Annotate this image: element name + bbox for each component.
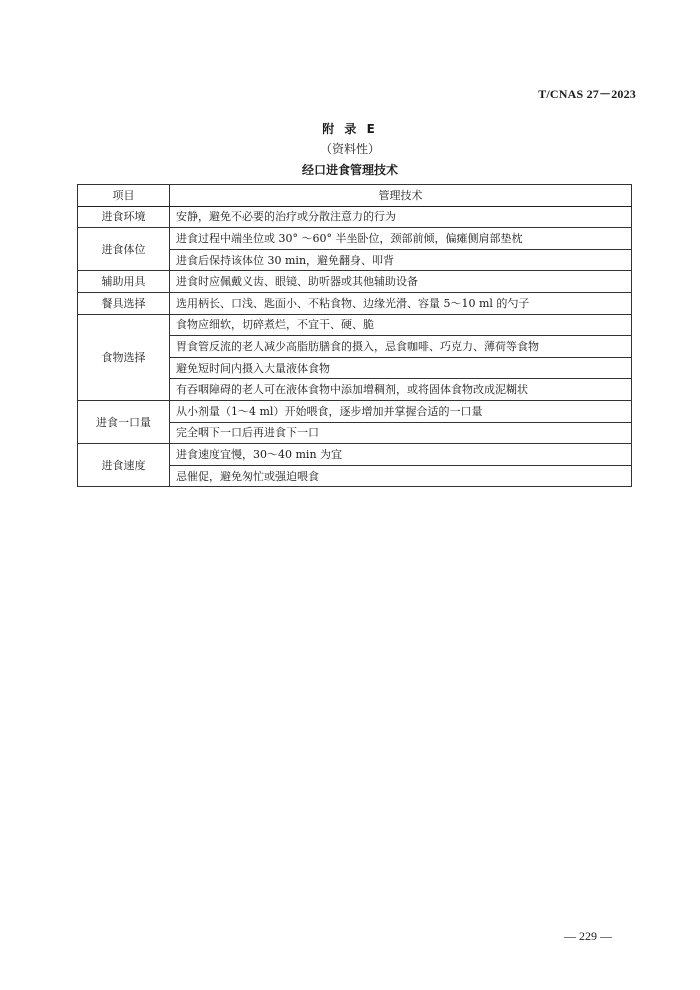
table-body <box>78 206 632 487</box>
table-row <box>78 444 632 466</box>
technique-cell: 避免短时间内摄入大量液体食物 <box>170 357 632 379</box>
appendix-heading: 经口进食管理技术 <box>301 163 398 177</box>
appendix-title: 附 录 E <box>322 122 378 136</box>
technique-cell: 进食后保持该体位 30 min，避免翻身、叩背 <box>170 249 632 271</box>
technique-cell: 从小剂量（1～4 ml）开始喂食，逐步增加并掌握合适的一口量 <box>170 400 632 422</box>
table-row <box>78 314 632 336</box>
table-row <box>78 228 632 250</box>
technique-cell: 选用柄长、口浅、匙面小、不粘食物、边缘光滑、容量 5～10 ml 的勺子 <box>170 292 632 314</box>
table-row <box>78 271 632 293</box>
technique-cell: 胃食管反流的老人减少高脂肪膳食的摄入，忌食咖啡、巧克力、薄荷等食物 <box>170 336 632 358</box>
item-cell: 进食一口量 <box>78 400 170 443</box>
page-number: — 229 — <box>564 929 612 943</box>
item-cell: 进食体位 <box>78 228 170 271</box>
technique-cell: 有吞咽障碍的老人可在液体食物中添加增稠剂，或将固体食物改成泥糊状 <box>170 379 632 401</box>
appendix-nature: （资料性） <box>319 142 380 156</box>
item-cell: 餐具选择 <box>78 292 170 314</box>
technique-cell: 进食时应佩戴义齿、眼镜、助听器或其他辅助设备 <box>170 271 632 293</box>
technique-cell: 进食速度宜慢，30～40 min 为宜 <box>170 444 632 466</box>
management-table <box>77 184 632 487</box>
table-row <box>78 292 632 314</box>
column-header-item: 项目 <box>78 185 170 207</box>
column-header-technique: 管理技术 <box>170 185 632 207</box>
technique-cell: 忌催促，避免匆忙或强迫喂食 <box>170 465 632 487</box>
item-cell: 进食速度 <box>78 444 170 487</box>
table-header-row <box>78 185 632 207</box>
table-row <box>78 400 632 422</box>
table-row <box>78 206 632 228</box>
technique-cell: 安静，避免不必要的治疗或分散注意力的行为 <box>170 206 632 228</box>
item-cell: 进食环境 <box>78 206 170 228</box>
technique-cell: 进食过程中端坐位或 30° ～60° 半坐卧位，颈部前倾，偏瘫侧肩部垫枕 <box>170 228 632 250</box>
technique-cell: 食物应细软，切碎煮烂，不宜干、硬、脆 <box>170 314 632 336</box>
standard-number: T/CNAS 27－2023 <box>538 87 636 101</box>
item-cell: 食物选择 <box>78 314 170 400</box>
technique-cell: 完全咽下一口后再进食下一口 <box>170 422 632 444</box>
item-cell: 辅助用具 <box>78 271 170 293</box>
